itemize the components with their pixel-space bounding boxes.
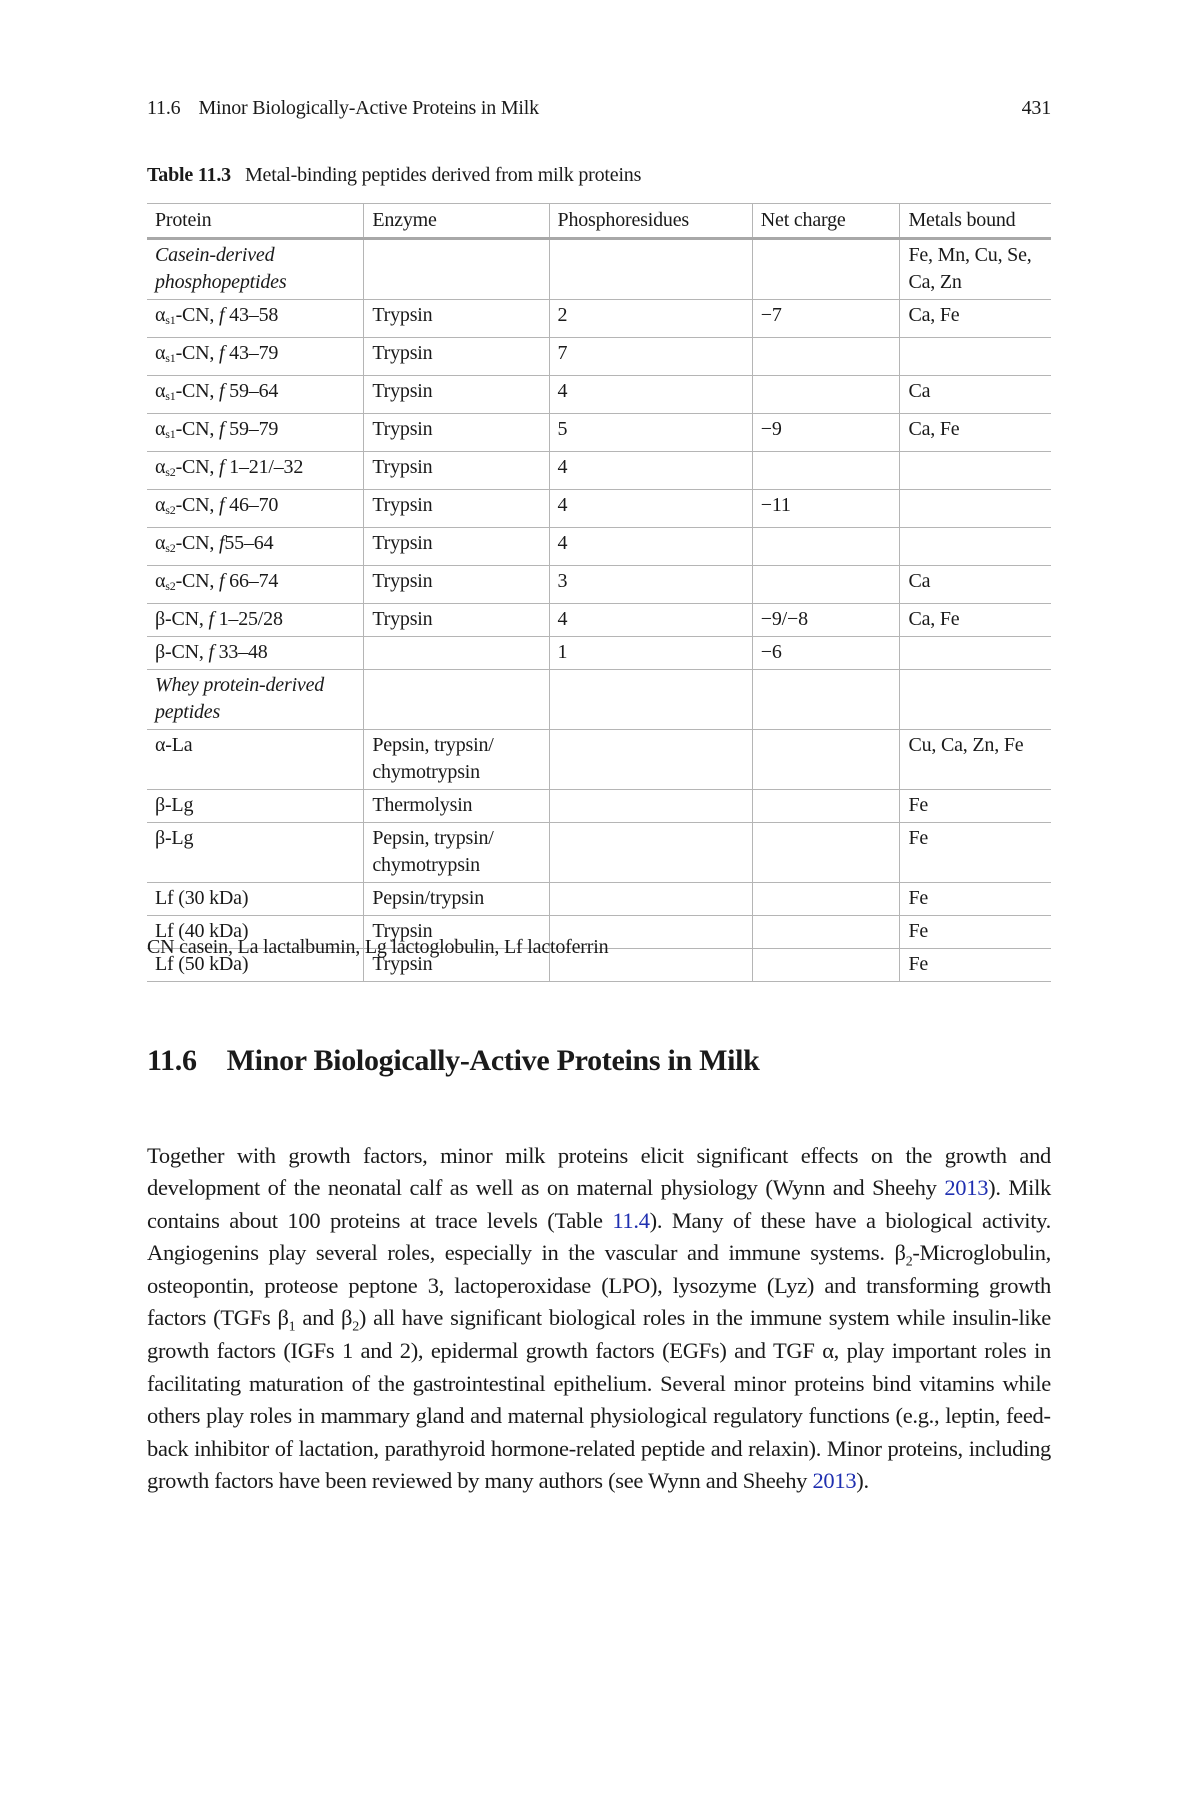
fragment-marker: f bbox=[208, 608, 214, 630]
protein-name: -CN, bbox=[175, 418, 220, 440]
fragment-range: 1–25/28 bbox=[213, 608, 283, 630]
fragment-range: 43–79 bbox=[224, 342, 279, 364]
cell-phosphoresidues bbox=[549, 883, 752, 916]
cell-protein bbox=[147, 338, 364, 376]
cell-enzyme: Trypsin bbox=[364, 604, 549, 637]
fragment-range: 59–64 bbox=[224, 380, 279, 402]
cell-net-charge bbox=[752, 730, 900, 790]
table-row bbox=[147, 637, 1051, 670]
greek-letter: α bbox=[155, 456, 166, 478]
greek-letter: α bbox=[155, 418, 166, 440]
section-title: Minor Biologically-Active Proteins in Milk bbox=[226, 1044, 760, 1077]
cell-metals-bound bbox=[900, 670, 1051, 730]
cell-protein bbox=[147, 376, 364, 414]
paragraph-text: ). bbox=[856, 1468, 869, 1494]
greek-letter: α bbox=[155, 494, 166, 516]
cell-protein bbox=[147, 528, 364, 566]
cell-enzyme: Trypsin bbox=[364, 528, 549, 566]
subscript: s1 bbox=[165, 389, 176, 403]
cell-net-charge bbox=[752, 823, 900, 883]
table-row bbox=[147, 566, 1051, 604]
cell-metals-bound: Fe bbox=[900, 949, 1051, 982]
cell-enzyme bbox=[364, 239, 549, 300]
cell-phosphoresidues bbox=[549, 730, 752, 790]
protein-name: -CN, bbox=[175, 342, 220, 364]
table-row bbox=[147, 414, 1051, 452]
cell-net-charge bbox=[752, 338, 900, 376]
cell-protein: Lf (40 kDa) bbox=[147, 916, 364, 949]
greek-letter: α bbox=[155, 570, 166, 592]
cell-net-charge bbox=[752, 670, 900, 730]
cell-protein: β-Lg bbox=[147, 823, 364, 883]
cell-net-charge: −11 bbox=[752, 490, 900, 528]
column-header-phosphoresidues: Phosphoresidues bbox=[549, 204, 752, 239]
subscript: s2 bbox=[165, 541, 176, 555]
citation-link[interactable]: 2013 bbox=[812, 1468, 857, 1494]
cell-protein bbox=[147, 566, 364, 604]
paragraph-text: ) all have significant biological roles in the immune system while insulin-like growth factors (IGFs 1 and 2), epidermal growth factors (EGFs) and TGF α, play important roles in facilitating maturation of the gastrointestinal epithelium. Several minor proteins bind vitamins while others play roles in mammary gland and maternal physiological regulatory functions (e.g., leptin, feedback inhibitor of lactation, parathyroid hormone-related peptide and relaxin). Minor proteins, including growth factors have been reviewed by many authors (see Wynn and Sheehy bbox=[147, 1305, 1051, 1494]
cell-protein: Lf (50 kDa) bbox=[147, 949, 364, 982]
cell-enzyme: Trypsin bbox=[364, 338, 549, 376]
cell-metals-bound: Fe bbox=[900, 916, 1051, 949]
cell-phosphoresidues bbox=[549, 823, 752, 883]
table-row bbox=[147, 528, 1051, 566]
greek-letter: α bbox=[155, 380, 166, 402]
cell-enzyme: Trypsin bbox=[364, 300, 549, 338]
table-row bbox=[147, 338, 1051, 376]
cell-net-charge bbox=[752, 883, 900, 916]
cell-phosphoresidues: 7 bbox=[549, 338, 752, 376]
cell-protein bbox=[147, 604, 364, 637]
table-label: Table 11.3 bbox=[147, 164, 231, 186]
cell-metals-bound: Fe, Mn, Cu, Se, Ca, Zn bbox=[900, 239, 1051, 300]
cell-net-charge: −7 bbox=[752, 300, 900, 338]
cell-enzyme: Trypsin bbox=[364, 414, 549, 452]
column-header-metals-bound: Metals bound bbox=[900, 204, 1051, 239]
subscript: s2 bbox=[165, 465, 176, 479]
table-reference-link[interactable]: 11.4 bbox=[612, 1207, 650, 1233]
table-row bbox=[147, 790, 1051, 823]
fragment-marker: f bbox=[219, 456, 225, 478]
paragraph-text: ). Many of these have a biological activity. Angiogenins play several roles, especially in the vascular and immune systems. β bbox=[147, 1207, 1051, 1266]
protein-name: -CN, bbox=[175, 570, 220, 592]
protein-name: -CN, bbox=[175, 456, 220, 478]
paragraph-text: -Microglobulin, osteopontin, proteose peptone 3, lactoperoxidase (LPO), lysozyme (Lyz) and transforming growth factors (TGFs β bbox=[147, 1240, 1051, 1331]
fragment-marker: f bbox=[219, 570, 225, 592]
table-caption-text: Metal-binding peptides derived from milk proteins bbox=[244, 164, 642, 186]
cell-metals-bound bbox=[900, 338, 1051, 376]
table-row bbox=[147, 730, 1051, 790]
cell-enzyme: Trypsin bbox=[364, 490, 549, 528]
cell-enzyme: Trypsin bbox=[364, 452, 549, 490]
cell-enzyme: Pepsin, trypsin/ chymotrypsin bbox=[364, 823, 549, 883]
fragment-marker: f bbox=[219, 532, 225, 554]
cell-net-charge bbox=[752, 949, 900, 982]
cell-metals-bound bbox=[900, 490, 1051, 528]
cell-phosphoresidues: 4 bbox=[549, 490, 752, 528]
subscript: 2 bbox=[905, 1254, 913, 1270]
subscript: 1 bbox=[288, 1319, 296, 1335]
table-row bbox=[147, 490, 1051, 528]
table-header-row bbox=[147, 204, 1051, 239]
paragraph-text: ). Milk contains about 100 proteins at trace levels (Table bbox=[147, 1175, 1051, 1233]
page-number: 431 bbox=[1021, 97, 1051, 119]
cell-enzyme: Trypsin bbox=[364, 376, 549, 414]
cell-metals-bound: Fe bbox=[900, 883, 1051, 916]
cell-phosphoresidues: 2 bbox=[549, 300, 752, 338]
table-group-row bbox=[147, 239, 1051, 300]
citation-link[interactable]: 2013 bbox=[944, 1175, 989, 1201]
table-row bbox=[147, 823, 1051, 883]
fragment-marker: f bbox=[219, 418, 225, 440]
cell-phosphoresidues bbox=[549, 790, 752, 823]
cell-phosphoresidues: 4 bbox=[549, 452, 752, 490]
running-head-section-number: 11.6 bbox=[147, 97, 181, 119]
cell-net-charge bbox=[752, 239, 900, 300]
table-row bbox=[147, 604, 1051, 637]
protein-name: -CN, bbox=[175, 380, 220, 402]
cell-enzyme: Trypsin bbox=[364, 566, 549, 604]
running-head bbox=[147, 97, 1051, 120]
cell-phosphoresidues bbox=[549, 239, 752, 300]
fragment-range: 43–58 bbox=[224, 304, 279, 326]
greek-letter: β bbox=[155, 641, 165, 663]
table-row bbox=[147, 452, 1051, 490]
table-footnote: CN casein, La lactalbumin, Lg lactoglobulin, Lf lactoferrin bbox=[147, 936, 609, 958]
paragraph-text: Together with growth factors, minor milk proteins elicit significant effects on the growth and development of the neonatal calf as well as on maternal physiology (Wynn and Sheehy bbox=[147, 1142, 1051, 1201]
cell-enzyme bbox=[364, 670, 549, 730]
cell-protein: α-La bbox=[147, 730, 364, 790]
cell-metals-bound bbox=[900, 528, 1051, 566]
cell-enzyme: Pepsin/trypsin bbox=[364, 883, 549, 916]
cell-enzyme: Trypsin bbox=[364, 916, 549, 949]
cell-net-charge bbox=[752, 916, 900, 949]
cell-net-charge: −6 bbox=[752, 637, 900, 670]
column-header-net-charge: Net charge bbox=[752, 204, 900, 239]
cell-protein: Casein-derived phosphopeptides bbox=[147, 239, 364, 300]
table-body bbox=[147, 239, 1051, 982]
section-heading bbox=[147, 1044, 760, 1078]
subscript: s1 bbox=[165, 313, 176, 327]
column-header-enzyme: Enzyme bbox=[364, 204, 549, 239]
greek-letter: β bbox=[155, 608, 165, 630]
cell-phosphoresidues: 3 bbox=[549, 566, 752, 604]
cell-protein: β-Lg bbox=[147, 790, 364, 823]
table-caption bbox=[147, 164, 641, 187]
subscript: s2 bbox=[165, 503, 176, 517]
greek-letter: α bbox=[155, 532, 166, 554]
table-row bbox=[147, 300, 1051, 338]
fragment-marker: f bbox=[219, 342, 225, 364]
subscript: s2 bbox=[165, 579, 176, 593]
protein-name: -CN, bbox=[175, 532, 220, 554]
greek-letter: α bbox=[155, 342, 166, 364]
cell-net-charge bbox=[752, 566, 900, 604]
fragment-marker: f bbox=[219, 380, 225, 402]
cell-metals-bound: Ca, Fe bbox=[900, 414, 1051, 452]
metal-binding-peptides-table bbox=[147, 203, 1051, 982]
protein-name: -CN, bbox=[175, 494, 220, 516]
running-head-section-title: Minor Biologically-Active Proteins in Milk bbox=[198, 97, 539, 119]
fragment-marker: f bbox=[219, 304, 225, 326]
section-number: 11.6 bbox=[147, 1044, 197, 1077]
cell-metals-bound: Ca bbox=[900, 376, 1051, 414]
table-row bbox=[147, 883, 1051, 916]
fragment-range: 66–74 bbox=[224, 570, 279, 592]
protein-name: -CN, bbox=[164, 608, 209, 630]
fragment-range: 1–21/–32 bbox=[224, 456, 304, 478]
running-head-title bbox=[147, 97, 539, 120]
cell-metals-bound: Fe bbox=[900, 790, 1051, 823]
fragment-marker: f bbox=[208, 641, 214, 663]
fragment-range: 55–64 bbox=[224, 532, 274, 554]
cell-phosphoresidues bbox=[549, 670, 752, 730]
cell-protein: Whey protein-derived peptides bbox=[147, 670, 364, 730]
cell-net-charge bbox=[752, 528, 900, 566]
cell-phosphoresidues: 4 bbox=[549, 528, 752, 566]
cell-phosphoresidues: 5 bbox=[549, 414, 752, 452]
paragraph-text: and β bbox=[295, 1305, 353, 1331]
fragment-range: 33–48 bbox=[213, 641, 268, 663]
cell-protein: Lf (30 kDa) bbox=[147, 883, 364, 916]
column-header-protein: Protein bbox=[147, 204, 364, 239]
cell-metals-bound bbox=[900, 452, 1051, 490]
cell-enzyme: Trypsin bbox=[364, 949, 549, 982]
fragment-range: 46–70 bbox=[224, 494, 279, 516]
cell-metals-bound: Fe bbox=[900, 823, 1051, 883]
cell-protein bbox=[147, 490, 364, 528]
cell-enzyme: Thermolysin bbox=[364, 790, 549, 823]
cell-net-charge bbox=[752, 452, 900, 490]
subscript: s1 bbox=[165, 351, 176, 365]
cell-phosphoresidues: 4 bbox=[549, 604, 752, 637]
protein-name: -CN, bbox=[164, 641, 209, 663]
cell-protein bbox=[147, 414, 364, 452]
greek-letter: α bbox=[155, 304, 166, 326]
cell-metals-bound bbox=[900, 637, 1051, 670]
cell-enzyme: Pepsin, trypsin/ chymotrypsin bbox=[364, 730, 549, 790]
fragment-range: 59–79 bbox=[224, 418, 279, 440]
cell-net-charge bbox=[752, 376, 900, 414]
cell-metals-bound: Ca, Fe bbox=[900, 300, 1051, 338]
body-paragraph bbox=[147, 1140, 1051, 1499]
cell-phosphoresidues: 4 bbox=[549, 376, 752, 414]
fragment-marker: f bbox=[219, 494, 225, 516]
cell-protein bbox=[147, 637, 364, 670]
cell-metals-bound: Ca bbox=[900, 566, 1051, 604]
cell-metals-bound: Cu, Ca, Zn, Fe bbox=[900, 730, 1051, 790]
cell-net-charge: −9 bbox=[752, 414, 900, 452]
cell-protein bbox=[147, 300, 364, 338]
protein-name: -CN, bbox=[175, 304, 220, 326]
table-group-row bbox=[147, 670, 1051, 730]
cell-net-charge bbox=[752, 790, 900, 823]
table-row bbox=[147, 376, 1051, 414]
cell-phosphoresidues: 1 bbox=[549, 637, 752, 670]
subscript: s1 bbox=[165, 427, 176, 441]
subscript: 2 bbox=[352, 1319, 359, 1335]
cell-net-charge: −9/−8 bbox=[752, 604, 900, 637]
cell-protein bbox=[147, 452, 364, 490]
cell-enzyme bbox=[364, 637, 549, 670]
cell-metals-bound: Ca, Fe bbox=[900, 604, 1051, 637]
